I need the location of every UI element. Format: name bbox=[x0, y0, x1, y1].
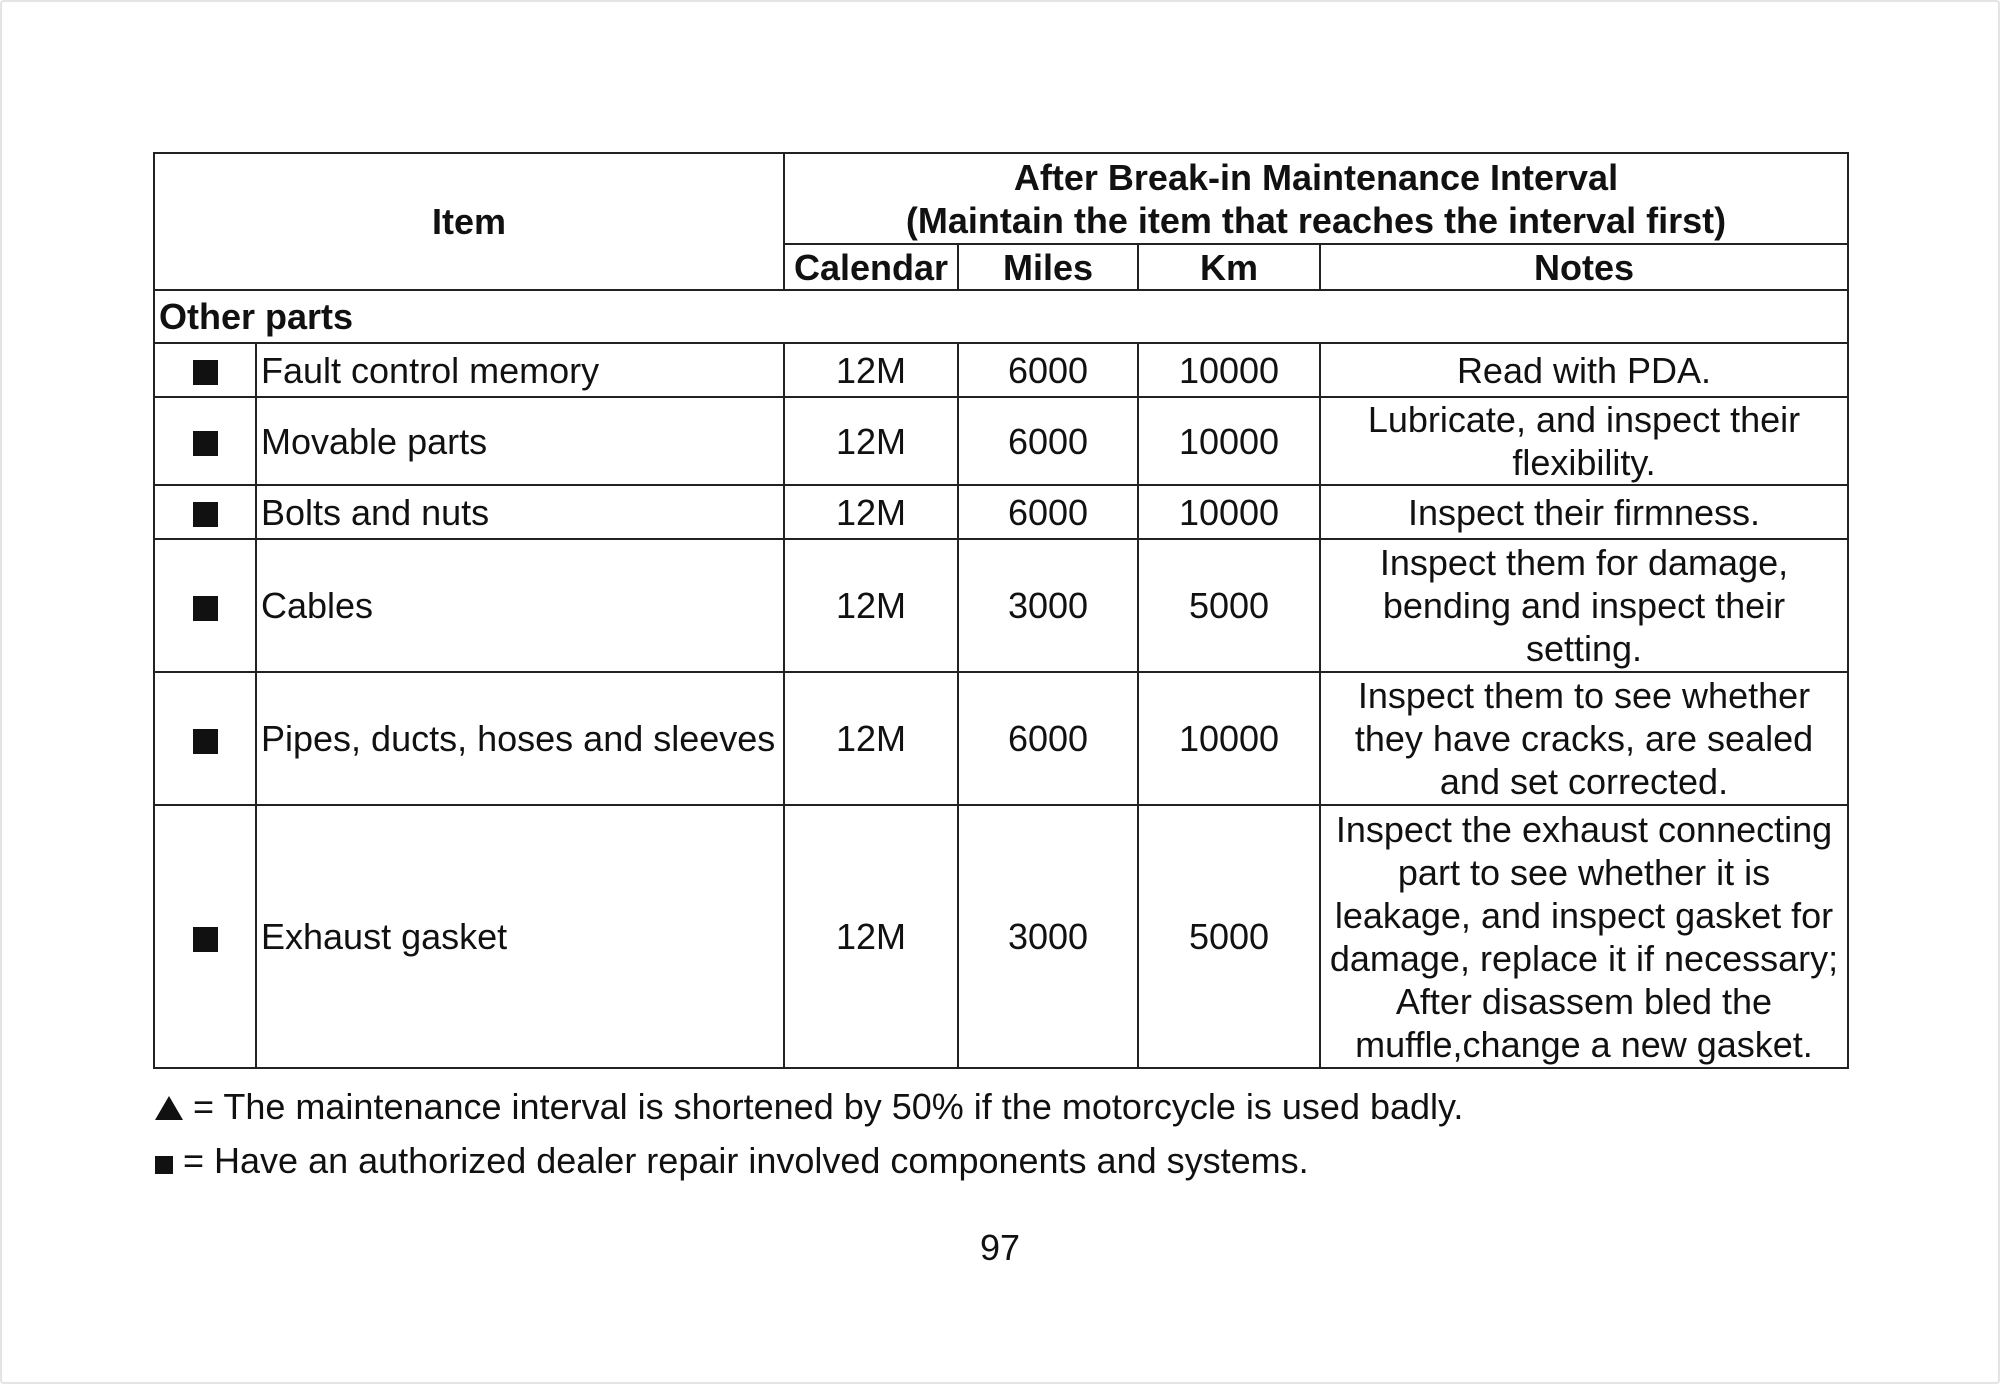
note-line: and set corrected. bbox=[1439, 761, 1729, 802]
header-km: Km bbox=[1138, 244, 1320, 290]
note-line: flexibility. bbox=[1512, 442, 1656, 483]
square-bullet-icon bbox=[155, 1156, 173, 1174]
page-number: 97 bbox=[979, 1227, 1021, 1268]
maintenance-table bbox=[153, 152, 1849, 1069]
square-bullet-icon bbox=[193, 596, 218, 621]
miles-value: 6000 bbox=[958, 343, 1138, 397]
miles-value: 6000 bbox=[958, 397, 1138, 485]
header-miles: Miles bbox=[958, 244, 1138, 290]
km-value: 5000 bbox=[1138, 805, 1320, 1068]
section-label: Other parts bbox=[154, 290, 1848, 343]
table-row bbox=[154, 397, 1848, 485]
square-bullet-icon bbox=[193, 431, 218, 456]
square-bullet-icon bbox=[193, 729, 218, 754]
km-value: 10000 bbox=[1138, 672, 1320, 805]
note-line: After disassem bled the bbox=[1395, 980, 1773, 1022]
notes-cell bbox=[1320, 485, 1848, 539]
header-interval-subtitle: (Maintain the item that reaches the interval first) bbox=[905, 199, 1727, 241]
calendar-value: 12M bbox=[784, 672, 958, 805]
calendar-value: 12M bbox=[784, 343, 958, 397]
legend-triangle bbox=[155, 1085, 1463, 1128]
km-value: 5000 bbox=[1138, 539, 1320, 672]
note-line: muffle,change a new gasket. bbox=[1355, 1023, 1813, 1065]
table-row bbox=[154, 485, 1848, 539]
table-row bbox=[154, 805, 1848, 1068]
item-name: Bolts and nuts bbox=[256, 485, 784, 539]
square-bullet-icon bbox=[193, 927, 218, 952]
item-name: Cables bbox=[256, 539, 784, 672]
section-row bbox=[154, 290, 1848, 343]
header-interval bbox=[784, 153, 1848, 244]
calendar-value: 12M bbox=[784, 397, 958, 485]
item-name: Movable parts bbox=[256, 397, 784, 485]
note-line: Read with PDA. bbox=[1456, 349, 1712, 391]
calendar-value: 12M bbox=[784, 539, 958, 672]
note-line: Inspect them for damage, bbox=[1379, 542, 1789, 583]
km-value: 10000 bbox=[1138, 397, 1320, 485]
miles-value: 6000 bbox=[958, 485, 1138, 539]
table-row bbox=[154, 672, 1848, 805]
note-line: part to see whether it is bbox=[1397, 851, 1771, 893]
km-value: 10000 bbox=[1138, 485, 1320, 539]
miles-value: 6000 bbox=[958, 672, 1138, 805]
calendar-value: 12M bbox=[784, 485, 958, 539]
note-line: they have cracks, are sealed bbox=[1354, 718, 1814, 759]
notes-cell bbox=[1320, 805, 1848, 1068]
note-line: Inspect them to see whether bbox=[1357, 675, 1811, 716]
miles-value: 3000 bbox=[958, 805, 1138, 1068]
header-item bbox=[154, 153, 784, 290]
note-line: setting. bbox=[1525, 628, 1643, 669]
bullet-cell bbox=[154, 805, 256, 1068]
note-line: Lubricate, and inspect their bbox=[1367, 399, 1801, 440]
note-line: Inspect the exhaust connecting bbox=[1335, 808, 1833, 850]
miles-value: 3000 bbox=[958, 539, 1138, 672]
notes-cell bbox=[1320, 539, 1848, 672]
note-line: Inspect their firmness. bbox=[1407, 491, 1761, 533]
note-line: damage, replace it if necessary; bbox=[1329, 937, 1839, 979]
bullet-cell bbox=[154, 485, 256, 539]
legend-square bbox=[155, 1139, 1309, 1182]
item-name: Pipes, ducts, hoses and sleeves bbox=[256, 672, 784, 805]
header-item-label: Item bbox=[431, 201, 507, 242]
note-line: bending and inspect their bbox=[1382, 585, 1786, 626]
bullet-cell bbox=[154, 672, 256, 805]
legend-triangle-text: = The maintenance interval is shortened by 50% if the motorcycle is used badly. bbox=[193, 1086, 1464, 1127]
header-notes: Notes bbox=[1320, 244, 1848, 290]
notes-cell bbox=[1320, 397, 1848, 485]
square-bullet-icon bbox=[193, 502, 218, 527]
calendar-value: 12M bbox=[784, 805, 958, 1068]
table-row bbox=[154, 343, 1848, 397]
legend-square-text: = Have an authorized dealer repair involved components and systems. bbox=[183, 1140, 1309, 1181]
notes-cell bbox=[1320, 672, 1848, 805]
notes-cell bbox=[1320, 343, 1848, 397]
item-name: Exhaust gasket bbox=[256, 805, 784, 1068]
bullet-cell bbox=[154, 397, 256, 485]
item-name: Fault control memory bbox=[256, 343, 784, 397]
header-calendar: Calendar bbox=[784, 244, 958, 290]
note-line: leakage, and inspect gasket for bbox=[1334, 894, 1834, 936]
table-row bbox=[154, 539, 1848, 672]
bullet-cell bbox=[154, 343, 256, 397]
square-bullet-icon bbox=[193, 360, 218, 385]
bullet-cell bbox=[154, 539, 256, 672]
km-value: 10000 bbox=[1138, 343, 1320, 397]
header-interval-title: After Break-in Maintenance Interval bbox=[1013, 156, 1619, 198]
triangle-icon bbox=[155, 1096, 183, 1120]
